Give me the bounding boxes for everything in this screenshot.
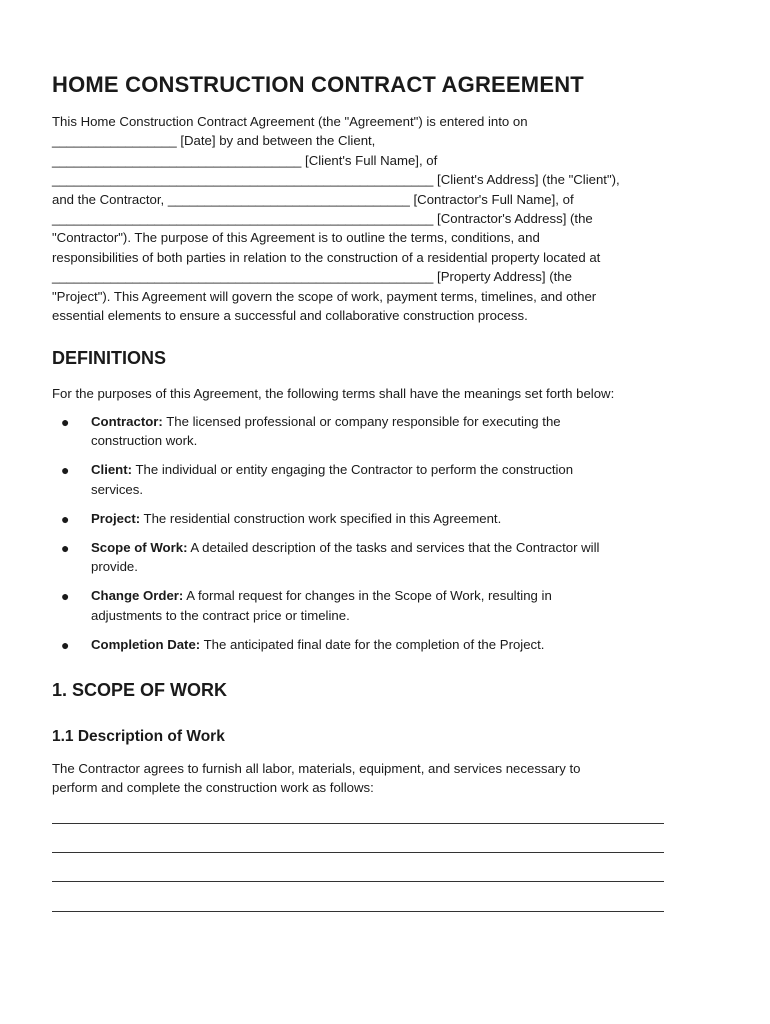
intro-line: responsibilities of both parties in relation to the construction of a residential property located at [52,249,601,265]
definition-text: The residential construction work specified in this Agreement. [140,510,502,526]
definition-text: adjustments to the contract price or timeline. [91,607,350,623]
definition-term: Contractor: [91,414,163,429]
intro-line: __________________________________ [Client's Full Name], of [52,152,438,168]
intro-line: and the Contractor, _________________________________ [Contractor's Full Name], of [52,191,574,207]
definition-row [91,586,720,605]
definitions-lead: For the purposes of this Agreement, the following terms shall have the meanings set forth below: [52,386,615,401]
bullet-icon: ● [61,462,70,479]
blank-line[interactable] [52,881,664,882]
definition-term: Client: [91,462,133,478]
scope-subheading: 1.1 Description of Work [52,728,225,745]
scope-description-line: perform and complete the construction work as follows: [52,780,374,795]
bullet-icon: ● [61,414,70,430]
bullet-icon: ● [61,510,70,527]
scope-heading: 1. SCOPE OF WORK [52,680,228,700]
definition-text: The licensed professional or company responsible for executing the [162,414,561,429]
bullet-icon: ● [61,636,70,653]
intro-paragraph [52,112,720,325]
intro-line: ____________________________________________________ [Contractor's Address] (the [52,211,593,227]
definition-item [52,412,720,451]
definitions-list [52,412,720,664]
definition-row [91,412,720,431]
blank-line[interactable] [52,823,664,824]
definition-term: Scope of Work: [91,539,188,555]
intro-line: "Contractor"). The purpose of this Agreement is to outline the terms, conditions, and [52,230,540,246]
definition-item [52,538,720,577]
definition-term: Project: [91,510,141,526]
definition-text: A formal request for changes in the Scope of Work, resulting in [183,588,552,604]
definition-item [52,460,720,499]
intro-line: This Home Construction Contract Agreement (the "Agreement") is entered into on [52,114,528,129]
intro-line: ____________________________________________________ [Client's Address] (the "Client"), [52,172,620,188]
definition-text: services. [91,481,144,497]
definition-text: The anticipated final date for the completion of the Project. [200,636,545,652]
definition-item [52,586,720,625]
definition-text: The individual or entity engaging the Contractor to perform the construction [132,462,574,478]
definition-text: provide. [91,559,138,575]
intro-line: _________________ [Date] by and between the Client, [52,133,376,149]
definition-row [91,538,720,557]
definition-term: Completion Date: [91,636,201,652]
document-title: HOME CONSTRUCTION CONTRACT AGREEMENT [52,72,584,97]
blank-line[interactable] [52,911,664,912]
intro-line: ____________________________________________________ [Property Address] (the [52,269,572,285]
blank-line[interactable] [52,852,664,853]
definition-item [52,635,720,654]
definition-item [52,509,720,528]
definition-term: Change Order: [91,588,184,604]
definition-row [91,509,720,528]
intro-line: essential elements to ensure a successful and collaborative construction process. [52,308,528,324]
definition-text: construction work. [91,433,198,449]
definition-row [91,460,720,479]
definition-row [91,635,720,654]
definition-text: A detailed description of the tasks and services that the Contractor will [187,539,600,555]
bullet-icon: ● [61,588,70,605]
scope-description-line: The Contractor agrees to furnish all labor, materials, equipment, and services necessary to [52,761,581,776]
bullet-icon: ● [61,539,70,556]
definitions-heading: DEFINITIONS [52,348,167,368]
intro-line: "Project"). This Agreement will govern the scope of work, payment terms, timelines, and other [52,288,597,304]
